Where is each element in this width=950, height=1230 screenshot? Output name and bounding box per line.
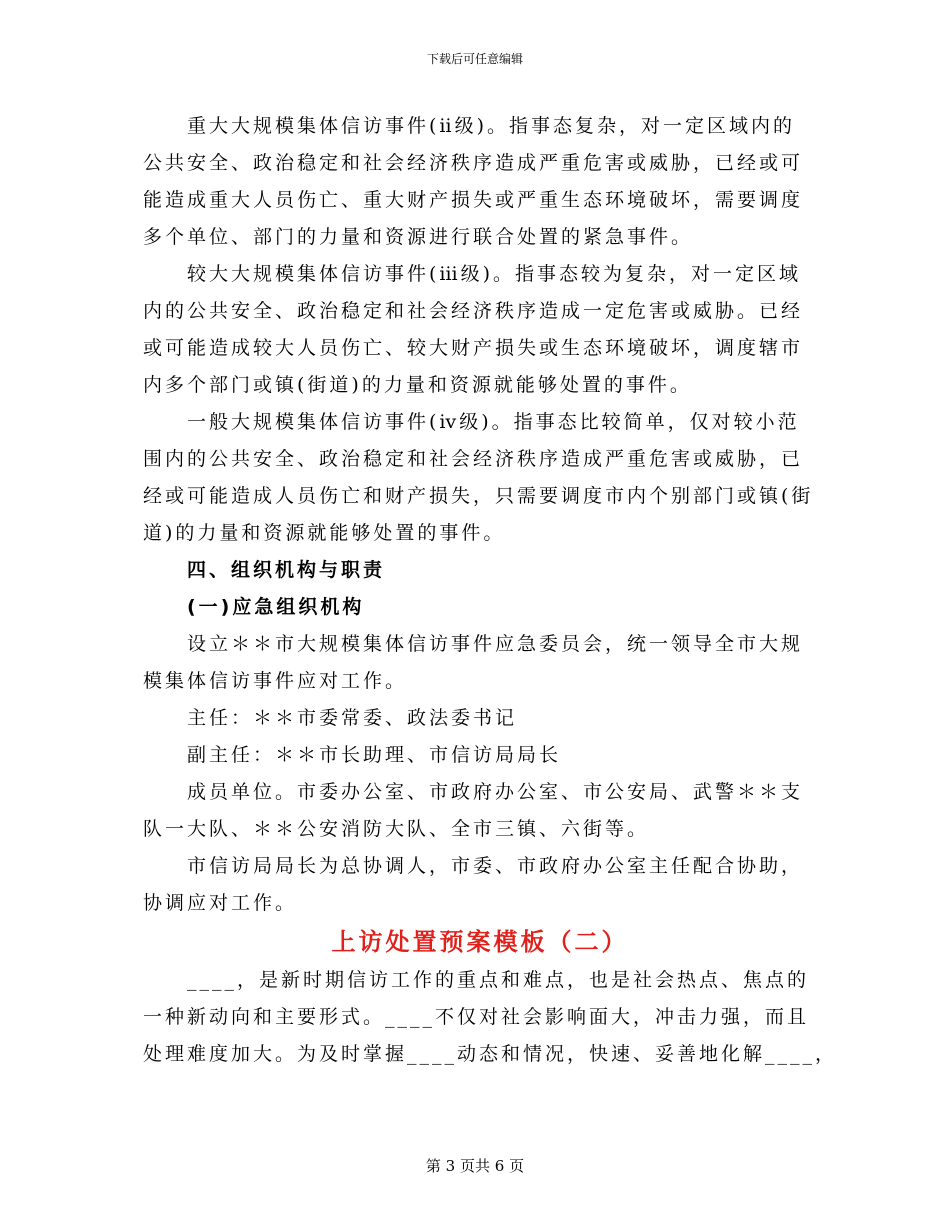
page-footer: 第 3 页共 6 页 [425, 1157, 525, 1175]
text-line: 公共安全、政治稳定和社会经济秩序造成严重危害或威胁，已经或可 [143, 152, 804, 174]
text-line: 多个单位、部门的力量和资源进行联合处置的紧急事件。 [143, 226, 694, 248]
text-line: 道)的力量和资源就能够处置的事件。 [143, 522, 506, 544]
text-line: 围内的公共安全、政治稳定和社会经济秩序造成严重危害或威胁，已 [143, 448, 804, 470]
text-line: 成员单位。市委办公室、市政府办公室、市公安局、武警＊＊支 [187, 781, 804, 803]
document-body [143, 108, 838, 1073]
paragraph-level-iv [143, 404, 814, 552]
text-line: 一般大规模集体信访事件(ⅳ级)。指事态比较简单，仅对较小范 [187, 411, 800, 433]
paragraph-director [143, 700, 809, 737]
paragraph-intro [143, 962, 838, 1073]
paragraph-coordinator [143, 848, 809, 922]
text-line: 市信访局局长为总协调人，市委、市政府办公室主任配合协助， [187, 855, 804, 877]
text-line: 主任：＊＊市委常委、政法委书记 [187, 707, 518, 729]
paragraph-level-ii [143, 108, 809, 256]
section-heading: 四、组织机构与职责 [187, 559, 386, 581]
text-line: 处理难度加大。为及时掌握____动态和情况，快速、妥善地化解____， [143, 1043, 838, 1065]
paragraph-member-units [143, 774, 809, 848]
text-line: 协调应对工作。 [143, 892, 298, 914]
document-title: 上访处置预案模板（二） [331, 928, 629, 956]
text-line: 经或可能造成人员伤亡和财产损失，只需要调度市内个别部门或镇(街 [143, 485, 814, 507]
paragraph-level-iii [143, 256, 809, 404]
text-line: 一种新动向和主要形式。____不仅对社会影响面大，冲击力强，而且 [143, 1006, 810, 1028]
text-line: 副主任：＊＊市长助理、市信访局局长 [187, 744, 562, 766]
paragraph-committee [143, 626, 809, 700]
text-line: 设立＊＊市大规模集体信访事件应急委员会，统一领导全市大规 [187, 633, 804, 655]
text-line: 内的公共安全、政治稳定和社会经济秩序造成一定危害或威胁。已经 [143, 300, 804, 322]
text-line: 重大大规模集体信访事件(ⅱ级)。指事态复杂，对一定区域内的 [187, 115, 795, 137]
paragraph-deputy-director [143, 737, 809, 774]
text-line: 模集体信访事件应对工作。 [143, 670, 408, 692]
page-header: 下载后可任意编辑 [426, 52, 523, 66]
text-line: 内多个部门或镇(街道)的力量和资源就能够处置的事件。 [143, 374, 692, 396]
text-line: 较大大规模集体信访事件(ⅲ级)。指事态较为复杂，对一定区域 [187, 263, 802, 285]
subsection-heading: (一)应急组织机构 [187, 596, 365, 618]
text-line: 队一大队、＊＊公安消防大队、全市三镇、六街等。 [143, 818, 650, 840]
text-line: 或可能造成较大人员伤亡、较大财产损失或生态环境破坏，调度辖市 [143, 337, 804, 359]
text-line: ____，是新时期信访工作的重点和难点，也是社会热点、焦点的 [187, 969, 810, 991]
text-line: 能造成重大人员伤亡、重大财产损失或严重生态环境破坏，需要调度 [143, 189, 804, 211]
